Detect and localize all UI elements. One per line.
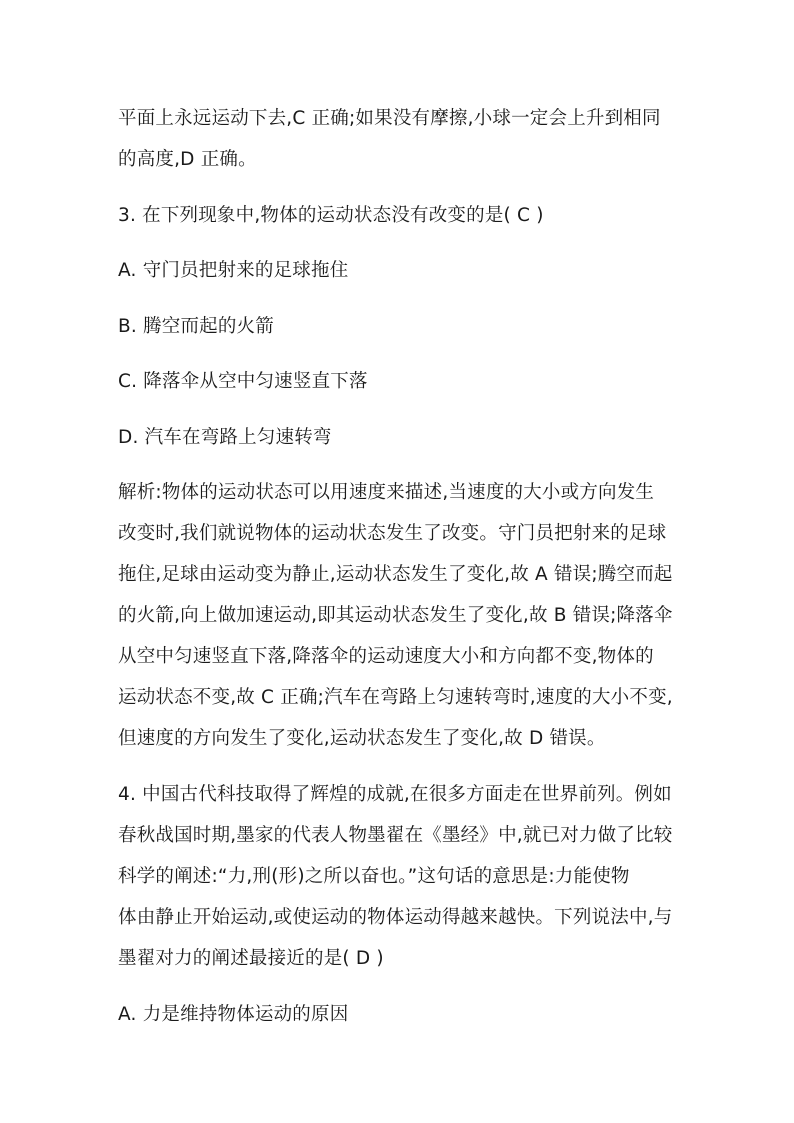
question-4-stem: 体由静止开始运动,或使运动的物体运动得越来越快。下列说法中,与 [118, 907, 673, 928]
option-c: C. 降落伞从空中匀速竖直下落 [118, 371, 368, 392]
question-4-stem: 春秋战国时期,墨家的代表人物墨翟在《墨经》中,就已对力做了比较 [118, 825, 673, 846]
option-a: A. 守门员把射来的足球拖住 [118, 260, 349, 281]
analysis-line: 运动状态不变,故 C 正确;汽车在弯路上匀速转弯时,速度的大小不变, [118, 687, 673, 708]
analysis-line: 的火箭,向上做加速运动,即其运动状态发生了变化,故 B 错误;降落伞 [118, 605, 673, 626]
question-3-stem: 3. 在下列现象中,物体的运动状态没有改变的是( C ) [118, 205, 544, 226]
question-4-stem: 4. 中国古代科技取得了辉煌的成就,在很多方面走在世界前列。例如 [118, 784, 672, 805]
question-4-stem: 墨翟对力的阐述最接近的是( D ) [118, 948, 384, 969]
analysis-line: 拖住,足球由运动变为静止,运动状态发生了变化,故 A 错误;腾空而起 [118, 564, 673, 585]
text-line: 的高度,D 正确。 [118, 149, 257, 170]
analysis-line: 从空中匀速竖直下落,降落伞的运动速度大小和方向都不变,物体的 [118, 646, 654, 667]
analysis-line: 但速度的方向发生了变化,运动状态发生了变化,故 D 错误。 [118, 728, 606, 749]
text-line: 平面上永远运动下去,C 正确;如果没有摩擦,小球一定会上升到相同 [118, 108, 661, 129]
option-b: B. 腾空而起的火箭 [118, 316, 274, 337]
option-a: A. 力是维持物体运动的原因 [118, 1004, 349, 1025]
analysis-line: 解析:物体的运动状态可以用速度来描述,当速度的大小或方向发生 [118, 482, 655, 503]
question-4-stem: 科学的阐述:“力,刑(形)之所以奋也。”这句话的意思是:力能使物 [118, 866, 630, 887]
option-d: D. 汽车在弯路上匀速转弯 [118, 427, 332, 448]
analysis-line: 改变时,我们就说物体的运动状态发生了改变。守门员把射来的足球 [118, 523, 667, 544]
